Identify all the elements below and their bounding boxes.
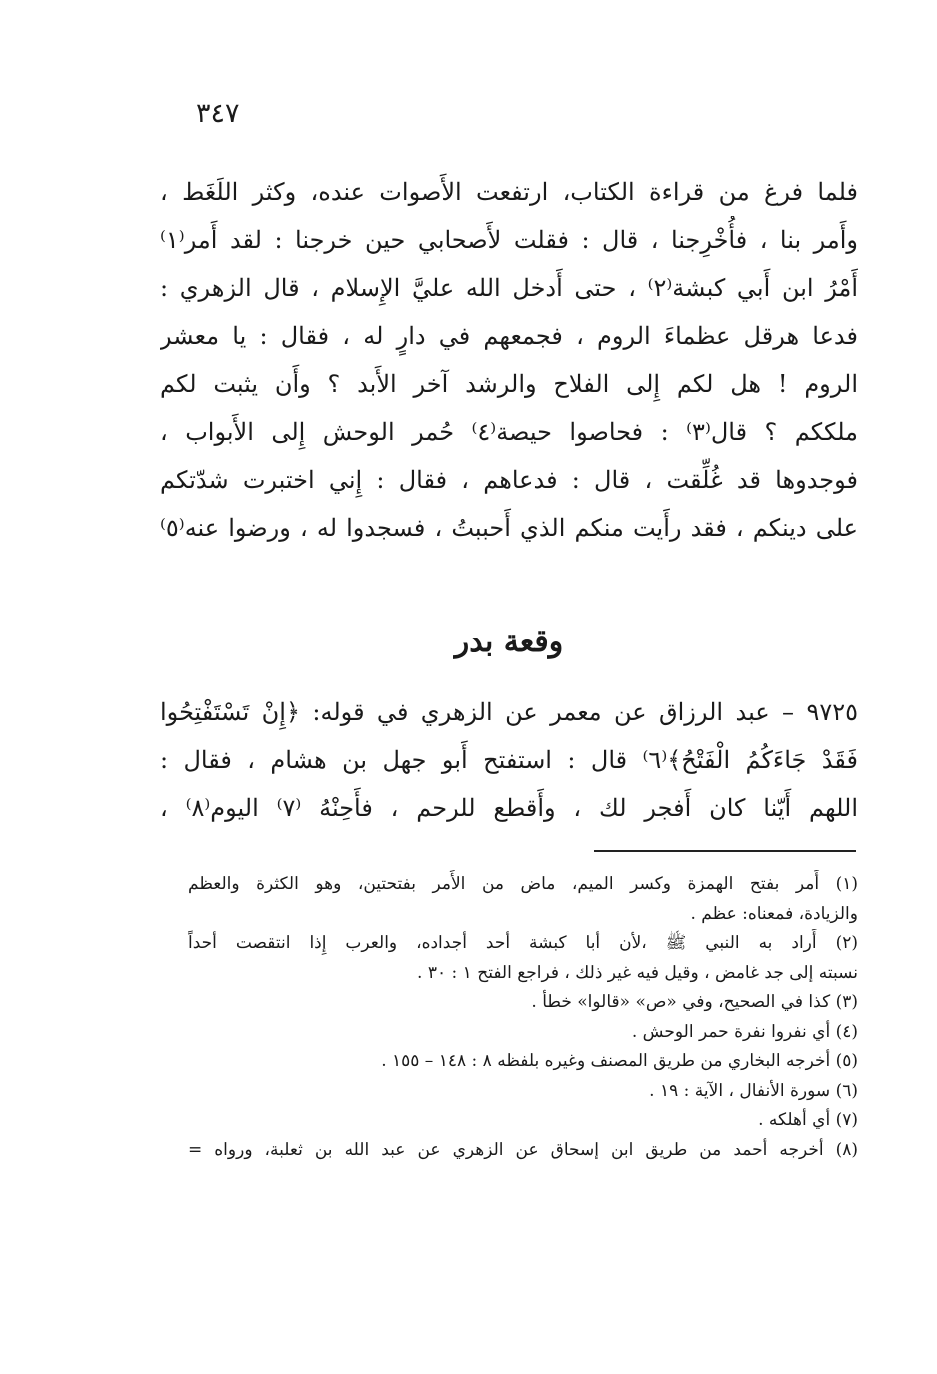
footnote-5: (٥) أخرجه البخاري من طريق المصنف وغيره بلفظه ٨ : ١٤٨ – ١٥٥ . — [381, 1051, 858, 1071]
page-number: ٣٤٧ — [196, 98, 240, 129]
text-line: فوجدوها قد غُلِّقت ، قال : فدعاهم ، فقال : إِني اختبرت شدّتكم — [160, 466, 858, 494]
footnote-1-continued: والزيادة، فمعناه: عظم . — [690, 903, 858, 924]
footnote-8: (٨) أخرجه أحمد من طريق ابن إسحاق عن الزهري عن عبد الله بن ثعلبة، ورواه = — [188, 1139, 858, 1160]
text-line: الروم ! هل لكم إِلى الفلاح والرشد آخر الأَبد ؟ وأَن يثبت لكم — [160, 370, 858, 398]
text-line: اللهم أَيّنا كان أَفجر لك ، وأَقطع للرحم ، فأَحِنْهُ ⁽٧⁾ اليوم⁽٨⁾ ، — [160, 794, 858, 822]
footnotes — [188, 870, 858, 1165]
section-title: وقعة بدر — [454, 624, 564, 659]
text-line: على دينكم ، فقد رأَيت منكم الذي أَحببتُ ، فسجدوا له ، ورضوا عنه⁽٥⁾ — [160, 514, 858, 542]
footnote-2-continued: نسبته إلى جد غامض ، وقيل فيه غير ذلك ، فراجع الفتح ١ : ٣٠ . — [417, 962, 858, 983]
footnote-4: (٤) أي نفروا نفرة حمر الوحش . — [631, 1021, 858, 1042]
footnote-3: (٣) كذا في الصحيح، وفي «ص» «قالوا» خطأ . — [531, 992, 858, 1012]
text-line: فَقَدْ جَاءَكُمُ الْفَتْحُ﴾⁽٦⁾ قال : استفتح أَبو جهل بن هشام ، فقال : — [160, 746, 858, 774]
paragraph-1 — [160, 168, 858, 552]
footnote-7: (٧) أي أهلكه . — [758, 1110, 858, 1130]
footnote-2: (٢) أَراد به النبي ﷺ ،لأن أبا كبشة أحد أجداده، والعرب إِذا انتقصت أحداً — [188, 933, 858, 953]
text-line: أَمْرُ ابن أَبي كبشة⁽٢⁾ ، حتى أَدخل الله عليَّ الإِسلام ، قال الزهري : — [160, 274, 858, 302]
text-line: ٩٧٢٥ – عبد الرزاق عن معمر عن الزهري في قوله: ﴿إِنْ تَسْتَفْتِحُوا — [160, 698, 858, 726]
text-line: وأَمر بنا ، فأُخْرِجنا ، قال : فقلت لأَصحابي حين خرجنا : لقد أَمر⁽١⁾ — [160, 226, 858, 254]
text-line: فلما فرغ من قراءة الكتاب، ارتفعت الأَصوات عنده، وكثر اللَغَط ، — [160, 178, 858, 206]
footnote-1: (١) أَمر بفتح الهمزة وكسر الميم، ماض من الأَمر بفتحتين، وهو الكثرة والعظم — [188, 874, 858, 894]
text-line: فدعا هرقل عظماءَ الروم ، فجمعهم في دارٍ له ، فقال : يا معشر — [160, 322, 858, 350]
paragraph-2 — [160, 688, 858, 832]
footnote-separator — [594, 850, 856, 852]
text-line: ملككم ؟ قال⁽٣⁾ : فحاصوا حيصة⁽٤⁾ حُمر الوحش إِلى الأَبواب ، — [160, 418, 858, 446]
footnote-6: (٦) سورة الأنفال ، الآية : ١٩ . — [649, 1080, 858, 1101]
